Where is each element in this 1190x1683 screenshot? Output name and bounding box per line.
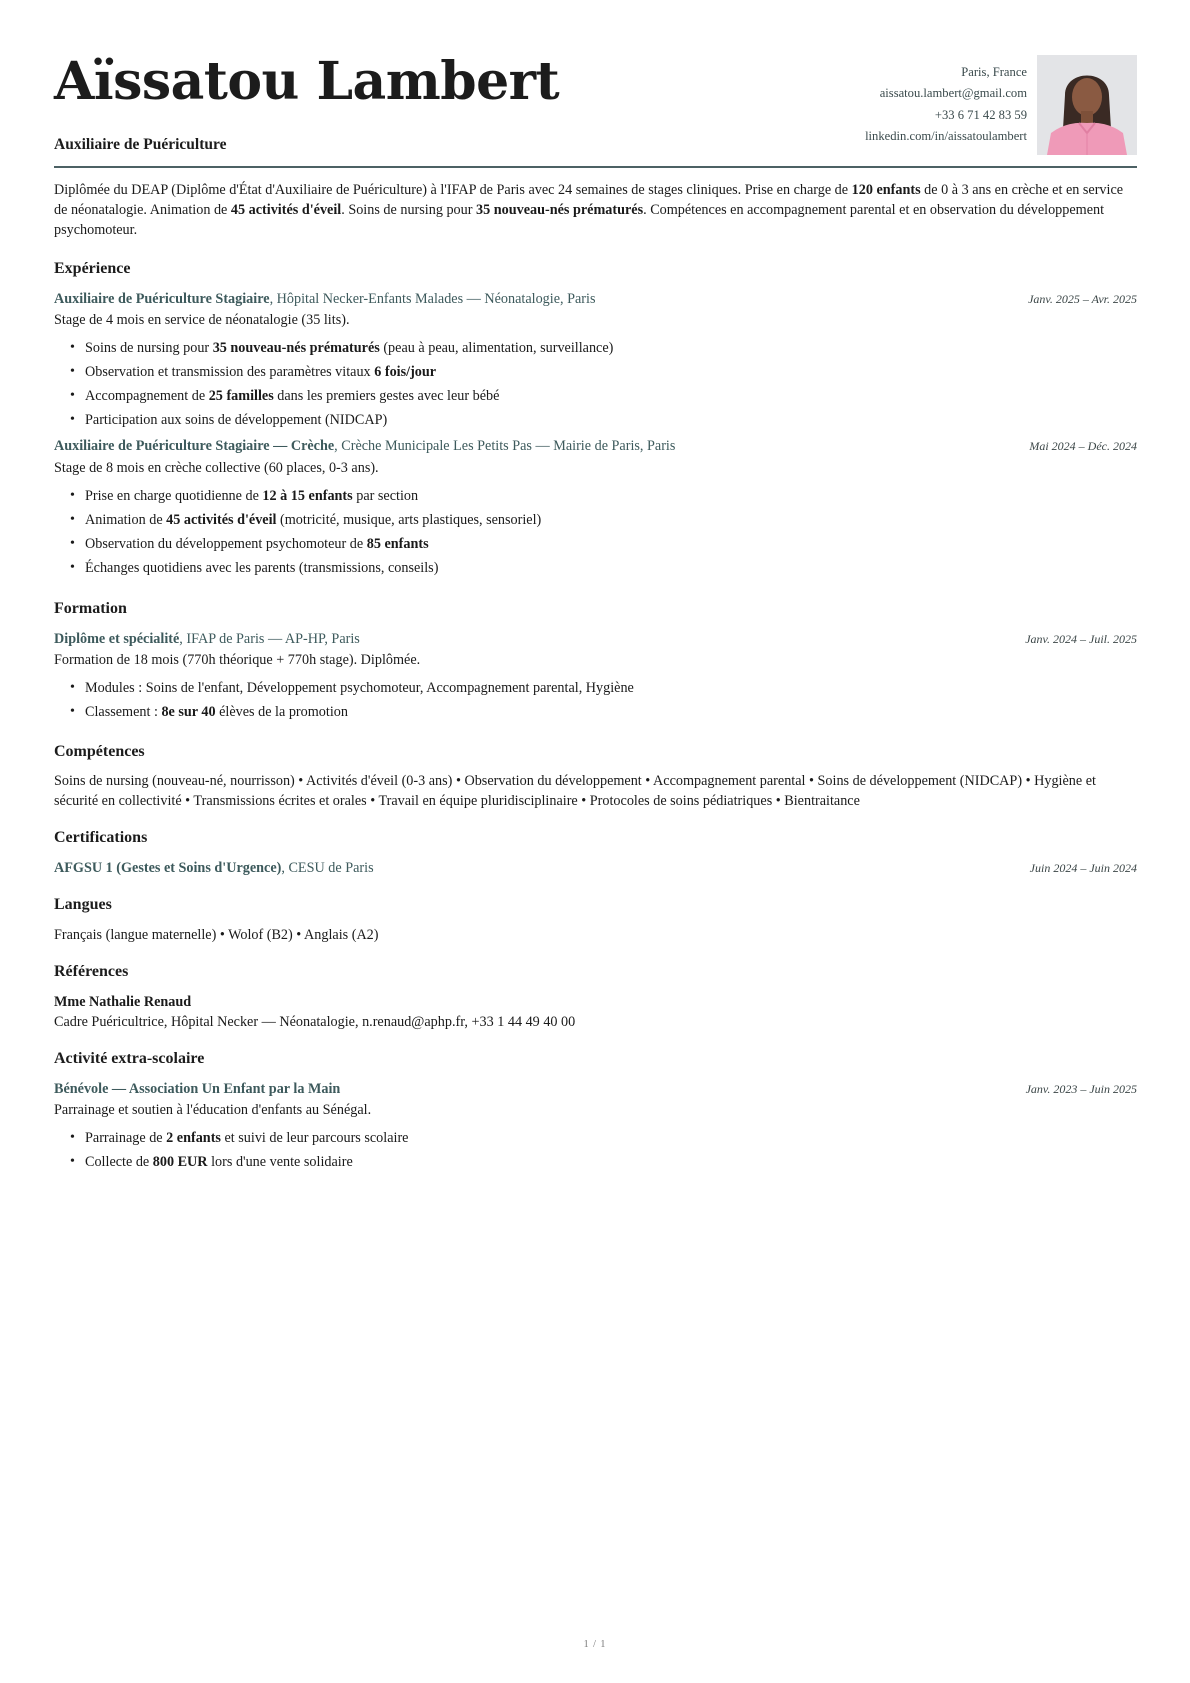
entry-description: Stage de 4 mois en service de néonatalogie (35 lits). xyxy=(54,311,350,328)
bullet-item: • Parrainage de 2 enfants et suivi de leur parcours scolaire xyxy=(85,1128,1137,1148)
section-experience xyxy=(54,258,1137,578)
bullet-item: • Collecte de 800 EUR lors d'une vente solidaire xyxy=(85,1152,1137,1172)
languages-list: Français (langue maternelle) • Wolof (B2) • Anglais (A2) xyxy=(54,926,379,943)
section-title: Références xyxy=(54,962,129,980)
entry-date: Janv. 2024 – Juil. 2025 xyxy=(1025,631,1137,646)
bullet-item: • Accompagnement de 25 familles dans les premiers gestes avec leur bébé xyxy=(85,386,1137,406)
experience-entry xyxy=(54,436,1137,578)
bullet-item: • Modules : Soins de l'enfant, Développement psychomoteur, Accompagnement parental, Hygiène xyxy=(85,678,1137,698)
entry-bullets xyxy=(54,338,1137,430)
entry-title: Bénévole — Association Un Enfant par la Main xyxy=(54,1080,341,1097)
entry-date: Janv. 2025 – Avr. 2025 xyxy=(1028,291,1137,306)
resume-header xyxy=(54,0,1137,168)
contact-location: Paris, France xyxy=(961,65,1027,79)
resume-page xyxy=(54,0,1137,1178)
section-languages xyxy=(54,894,1137,945)
page-number: 1 / 1 xyxy=(583,1639,607,1650)
candidate-role: Auxiliaire de Puériculture xyxy=(54,136,227,153)
reference-name: Mme Nathalie Renaud xyxy=(54,993,192,1010)
entry-date: Mai 2024 – Déc. 2024 xyxy=(1029,439,1137,454)
contact-info xyxy=(865,62,1027,148)
entry-bullets xyxy=(54,486,1137,578)
experience-entry xyxy=(54,289,1137,431)
extracurricular-entry xyxy=(54,1079,1137,1173)
summary: Diplômée du DEAP (Diplôme d'État d'Auxiliaire de Puériculture) à l'IFAP de Paris avec 24 semaines de stages cliniques. Prise en charge de 120 enfants de 0 à 3 ans en crèche et en service de néonatalogie. Animation de 45 activités d'éveil. Soins de nursing pour 35 nouveau-nés prématurés. Compétences en accompagnement parental et en observation du développement psychomoteur. xyxy=(54,182,1124,238)
certification-entry xyxy=(54,858,1137,878)
section-title: Expérience xyxy=(54,260,131,277)
contact-linkedin[interactable]: linkedin.com/in/aissatoulambert xyxy=(865,129,1027,144)
section-title: Certifications xyxy=(54,829,148,847)
profile-photo xyxy=(1037,55,1137,155)
candidate-name: Aïssatou Lambert xyxy=(54,51,560,112)
header-divider xyxy=(54,166,1137,168)
entry-date: Janv. 2023 – Juin 2025 xyxy=(1025,1081,1137,1096)
entry-description: Parrainage et soutien à l'éducation d'enfants au Sénégal. xyxy=(54,1101,372,1118)
bullet-item: • Animation de 45 activités d'éveil (motricité, musique, arts plastiques, sensoriel) xyxy=(85,510,1137,530)
section-title: Activité extra-scolaire xyxy=(54,1049,205,1067)
bullet-item: • Participation aux soins de développement (NIDCAP) xyxy=(85,410,1137,430)
entry-title: AFGSU 1 (Gestes et Soins d'Urgence) xyxy=(54,860,282,877)
bullet-item: • Classement : 8e sur 40 élèves de la promotion xyxy=(85,702,1137,722)
entry-bullets xyxy=(54,678,1137,722)
section-certifications xyxy=(54,827,1137,878)
bullet-item: • Observation du développement psychomoteur de 85 enfants xyxy=(85,534,1137,554)
section-references xyxy=(54,961,1137,1032)
section-title: Langues xyxy=(54,896,112,914)
section-title: Compétences xyxy=(54,742,145,760)
bullet-item: • Observation et transmission des paramètres vitaux 6 fois/jour xyxy=(85,362,1137,382)
portrait-icon xyxy=(1037,55,1137,155)
bullet-item: • Soins de nursing pour 35 nouveau-nés prématurés (peau à peau, alimentation, surveillance) xyxy=(85,338,1137,358)
section-extracurricular xyxy=(54,1048,1137,1172)
entry-title: Auxiliaire de Puériculture Stagiaire — Crèche xyxy=(54,438,335,455)
entry-org: , Hôpital Necker-Enfants Malades — Néonatalogie, Paris xyxy=(269,290,596,307)
entry-description: Stage de 8 mois en crèche collective (60 places, 0-3 ans). xyxy=(54,459,379,476)
section-education xyxy=(54,598,1137,722)
bullet-item: • Prise en charge quotidienne de 12 à 15 enfants par section xyxy=(85,486,1137,506)
entry-title: Auxiliaire de Puériculture Stagiaire xyxy=(54,290,270,307)
entry-description: Formation de 18 mois (770h théorique + 770h stage). Diplômée. xyxy=(54,652,421,669)
section-title: Formation xyxy=(54,600,127,618)
section-skills xyxy=(54,741,1137,812)
skills-list: Soins de nursing (nouveau-né, nourrisson) • Activités d'éveil (0-3 ans) • Observation du développement • Accompagnement parental • Soins de développement (NIDCAP) • Hygiène et sécurité en collectivité • Transmissions écrites et orales • Travail en équipe pluridisciplinaire • Protocoles de soins pédiatriques • Bientraitance xyxy=(54,773,1096,810)
reference-details: Cadre Puéricultrice, Hôpital Necker — Néonatalogie, n.renaud@aphp.fr, +33 1 44 49 40 00 xyxy=(54,1013,576,1030)
entry-org: , CESU de Paris xyxy=(281,860,374,877)
bullet-item: • Échanges quotidiens avec les parents (transmissions, conseils) xyxy=(85,558,1137,578)
entry-org: , IFAP de Paris — AP-HP, Paris xyxy=(179,630,360,647)
entry-org: , Crèche Municipale Les Petits Pas — Mairie de Paris, Paris xyxy=(334,438,676,455)
entry-date: Juin 2024 – Juin 2024 xyxy=(1029,861,1137,876)
contact-email[interactable]: aissatou.lambert@gmail.com xyxy=(879,86,1027,101)
contact-phone: +33 6 71 42 83 59 xyxy=(934,107,1027,122)
education-entry xyxy=(54,629,1137,723)
entry-bullets xyxy=(54,1128,1137,1172)
entry-title: Diplôme et spécialité xyxy=(54,630,180,647)
